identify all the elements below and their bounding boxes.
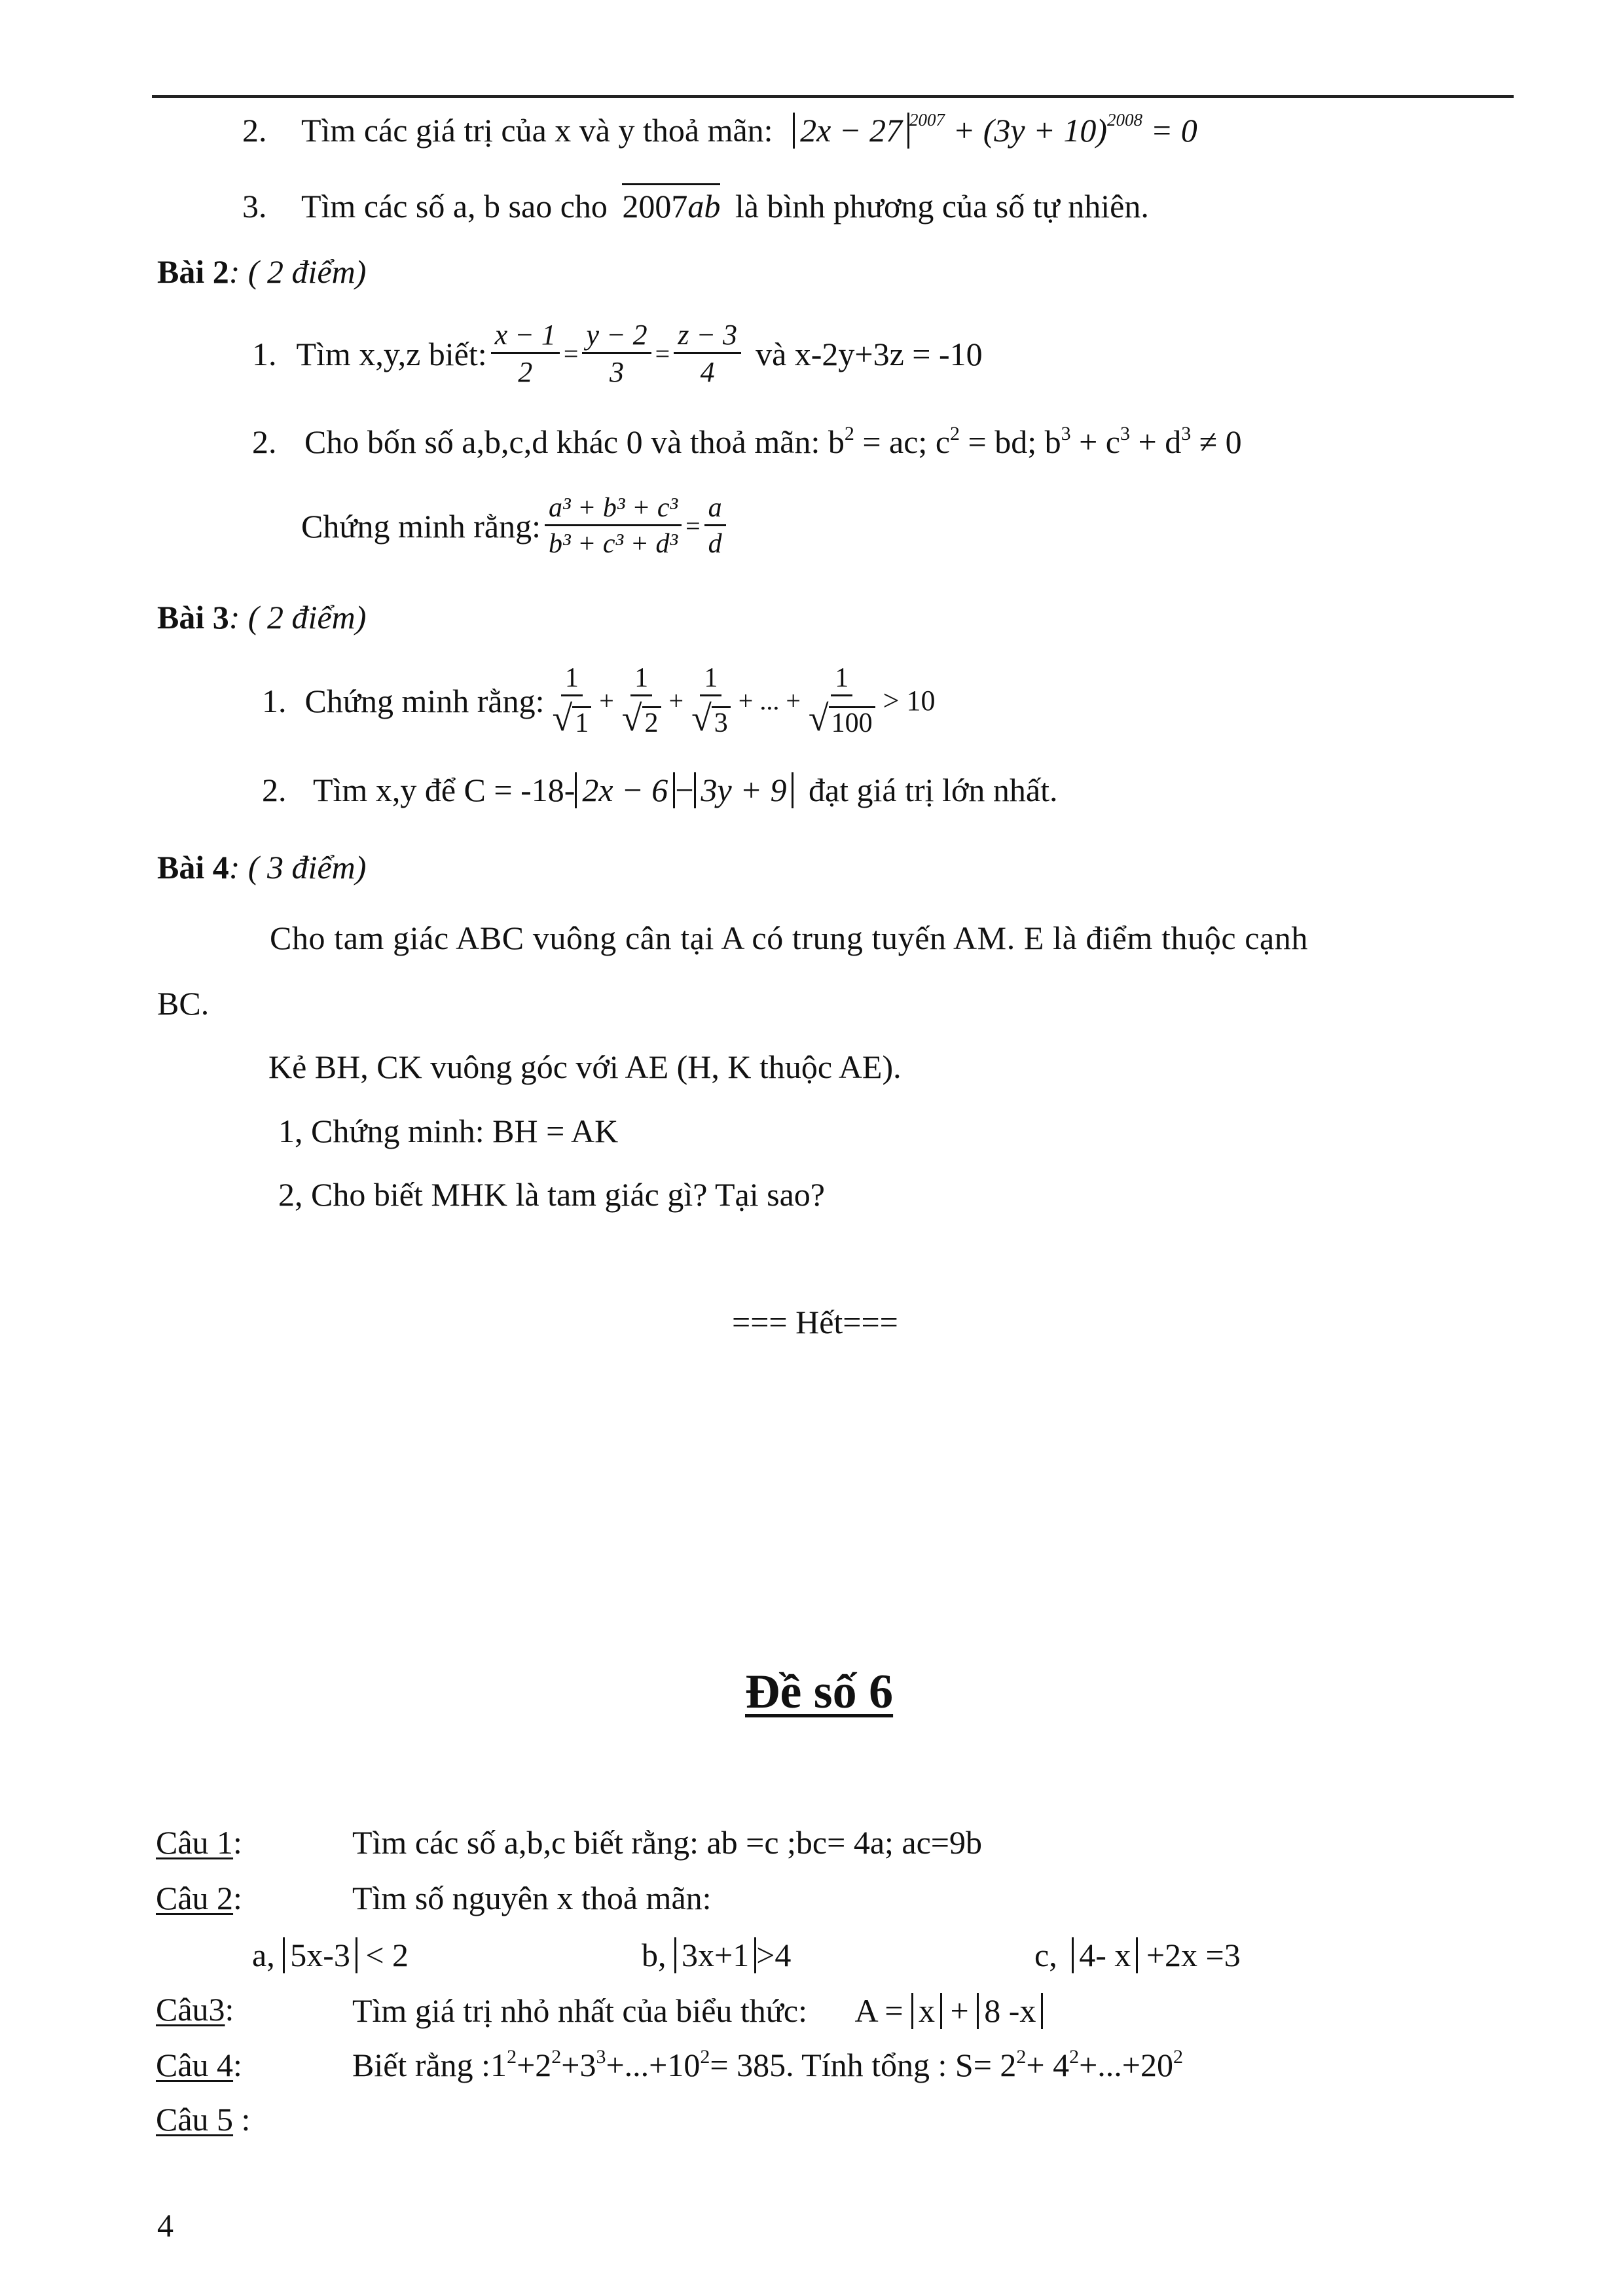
- item-text: Tìm các số a, b sao cho: [301, 188, 608, 224]
- exponent: 2008: [1106, 110, 1142, 130]
- colon: :: [225, 1991, 234, 2028]
- fraction: [618, 664, 665, 737]
- text: = ac; c: [854, 423, 951, 460]
- bai4-line3: 1, Chứng minh: BH = AK: [278, 1113, 619, 1149]
- item-text: Chứng minh rằng:: [304, 682, 545, 719]
- exponent: 3: [1120, 423, 1130, 444]
- fraction: [548, 664, 595, 737]
- denominator: 2: [518, 356, 533, 388]
- text: + d: [1130, 423, 1182, 460]
- item-number: 2.: [262, 772, 287, 808]
- item-text: Tìm x,y,z biết:: [296, 335, 487, 372]
- bai3-q1: [262, 664, 935, 737]
- bai4-heading: [157, 851, 366, 884]
- item-text: Tìm x,y để C = -18-: [313, 772, 575, 808]
- bai2-heading: [157, 255, 366, 288]
- text: = bd; b: [960, 423, 1061, 460]
- exponent: 2: [551, 2046, 562, 2068]
- text: +2: [517, 2047, 552, 2083]
- abs-content: 5x-3: [290, 1937, 350, 1973]
- colon: :: [233, 1824, 242, 1861]
- cau-4-text: [352, 2046, 1184, 2083]
- question-label: Câu 1: [156, 1824, 234, 1861]
- fraction: [687, 664, 735, 737]
- exponent: 3: [1181, 423, 1192, 444]
- item-text: Tìm các giá trị của x và y thoả mãn:: [301, 112, 773, 149]
- section-title: Đề số 6: [745, 1665, 894, 1719]
- term: + (3y + 10): [953, 112, 1107, 149]
- denominator: 4: [700, 356, 715, 388]
- abs-content: 3x+1: [682, 1937, 750, 1973]
- bai3-q2: [262, 772, 1057, 808]
- sqrt: √ 2: [622, 700, 661, 737]
- denominator: d: [708, 529, 722, 559]
- numerator: a³ + b³ + c³: [545, 494, 682, 526]
- bai4-line1b: BC.: [157, 985, 210, 1022]
- plus: +: [668, 685, 684, 715]
- fraction: [491, 321, 560, 387]
- overlined-number: [622, 183, 720, 224]
- exponent: 3: [1061, 423, 1071, 444]
- item-number: 2.: [252, 423, 277, 460]
- abs-content: 4- x: [1079, 1937, 1131, 1973]
- question-label: Câu 2: [156, 1880, 234, 1916]
- abs-expression: [793, 113, 909, 149]
- fraction: [582, 321, 651, 387]
- numerator: a: [704, 494, 726, 526]
- question-text: Tìm giá trị nhỏ nhất của biểu thức:: [352, 1992, 807, 2029]
- digits-var: ab: [687, 188, 721, 224]
- option-label: b,: [642, 1937, 666, 1973]
- colon: :: [233, 2047, 242, 2083]
- radicand: 3: [712, 706, 731, 737]
- equals: =: [685, 511, 701, 541]
- text: +...+10: [606, 2047, 701, 2083]
- exponent: 2: [700, 2046, 710, 2068]
- cau-3-text: [352, 1993, 1043, 2029]
- exponent: 2: [950, 423, 960, 444]
- numerator: 1: [831, 664, 852, 696]
- inequality: > 10: [883, 684, 936, 717]
- cau-2-c: [1034, 1937, 1241, 1973]
- item-2: [242, 110, 1197, 149]
- header-rule: [152, 95, 1514, 98]
- fraction: [674, 321, 741, 387]
- page-number: 4: [157, 2207, 173, 2244]
- inequality: >4: [756, 1937, 792, 1973]
- text: Biết rằng :1: [352, 2047, 507, 2083]
- sqrt: √ 1: [552, 700, 591, 737]
- item-number: 1.: [262, 682, 287, 719]
- option-label: a,: [252, 1937, 275, 1973]
- abs-content: x: [919, 1992, 936, 2029]
- bai4-line1: Cho tam giác ABC vuông cân tại A có trung tuyến AM. E là điểm thuộc cạnh: [270, 920, 1308, 956]
- sqrt: √ 100: [809, 700, 875, 737]
- radicand: 100: [829, 706, 875, 737]
- equals: =: [563, 338, 579, 368]
- abs-content: 8 -x: [984, 1992, 1036, 2029]
- abs-expression: [283, 1937, 357, 1973]
- fraction: [704, 494, 726, 558]
- equation: +2x =3: [1146, 1937, 1241, 1973]
- item-text: Chứng minh rằng:: [301, 507, 541, 545]
- heading-label: Bài 4: [157, 849, 229, 886]
- exponent: 2: [1173, 2046, 1184, 2068]
- bai2-q2: [252, 425, 1242, 458]
- fraction: [805, 664, 879, 737]
- equals: = 0: [1150, 112, 1197, 149]
- exponent: 2007: [909, 110, 945, 130]
- equals: =: [655, 338, 670, 368]
- points: : ( 2 điểm): [228, 253, 367, 290]
- bai2-q1: [252, 321, 983, 387]
- numerator: 1: [700, 664, 721, 696]
- bai2-proof: [301, 494, 730, 558]
- ellipsis: + ... +: [738, 685, 801, 715]
- abs-content: 2x − 6: [582, 772, 668, 808]
- text: = 385. Tính tổng : S= 2: [710, 2047, 1017, 2083]
- abs-expression: [694, 772, 794, 808]
- text: + 4: [1026, 2047, 1070, 2083]
- cau-3: [156, 1993, 234, 2026]
- cau-2: [156, 1882, 242, 1914]
- bai3-heading: [157, 601, 366, 634]
- digits: 2007: [622, 188, 688, 224]
- cau-4: [156, 2049, 242, 2081]
- denominator: b³ + c³ + d³: [548, 529, 678, 559]
- bai4-line4: 2, Cho biết MHK là tam giác gì? Tại sao?: [278, 1176, 825, 1213]
- cau-1-text: Tìm các số a,b,c biết rằng: ab =c ;bc= 4a; ac=9b: [352, 1824, 982, 1861]
- radicand: 2: [642, 706, 661, 737]
- plus: +: [599, 685, 614, 715]
- option-label: c,: [1034, 1937, 1057, 1973]
- abs-expression: [575, 772, 675, 808]
- radicand: 1: [572, 706, 591, 737]
- abs-content: 3y + 9: [701, 772, 787, 808]
- fraction: [545, 494, 682, 558]
- numerator: 1: [630, 664, 652, 696]
- exponent: 2: [1016, 2046, 1027, 2068]
- text: +3: [561, 2047, 596, 2083]
- exponent: 2: [844, 423, 854, 444]
- bai4-line2: Kẻ BH, CK vuông góc với AE (H, K thuộc AE).: [268, 1049, 902, 1085]
- cau-2-b: [642, 1937, 791, 1973]
- numerator: y − 2: [582, 321, 651, 354]
- exponent: 3: [596, 2046, 606, 2068]
- item-number: 3.: [242, 188, 267, 224]
- question-label: Câu3: [156, 1991, 225, 2028]
- numerator: x − 1: [491, 321, 560, 354]
- end-marker: === Hết===: [732, 1304, 898, 1340]
- abs-expression: [1072, 1937, 1138, 1973]
- question-label: Câu 4: [156, 2047, 234, 2083]
- text: + c: [1070, 423, 1120, 460]
- inequality: < 2: [365, 1937, 409, 1973]
- numerator: 1: [561, 664, 583, 696]
- cau-2-a: [252, 1937, 409, 1973]
- denominator: 3: [610, 356, 625, 388]
- minus: −: [675, 772, 694, 808]
- expression-lhs: A =: [854, 1992, 903, 2029]
- abs-expression: [911, 1993, 942, 2029]
- text: Cho bốn số a,b,c,d khác 0 và thoả mãn: b: [304, 423, 845, 460]
- item-text: là bình phương của số tự nhiên.: [735, 188, 1149, 224]
- item-number: 2.: [242, 112, 267, 149]
- abs-content: 2x − 27: [800, 112, 902, 149]
- points: : ( 3 điểm): [228, 849, 367, 886]
- item-text: và x-2y+3z = -10: [756, 335, 983, 372]
- plus: +: [950, 1992, 969, 2029]
- exponent: 2: [507, 2046, 517, 2068]
- heading-label: Bài 2: [157, 253, 229, 290]
- points: : ( 2 điểm): [228, 599, 367, 636]
- cau-2-text: Tìm số nguyên x thoả mãn:: [352, 1880, 712, 1916]
- item-3: [242, 190, 1149, 223]
- question-label: Câu 5: [156, 2101, 234, 2138]
- sqrt: √ 3: [691, 700, 731, 737]
- numerator: z − 3: [674, 321, 741, 354]
- item-number: 1.: [252, 335, 277, 372]
- abs-expression: [674, 1937, 756, 1973]
- abs-expression: [977, 1993, 1043, 2029]
- heading-label: Bài 3: [157, 599, 229, 636]
- cau-5: [156, 2103, 250, 2136]
- text: +...+20: [1079, 2047, 1174, 2083]
- text: ≠ 0: [1191, 423, 1242, 460]
- colon: :: [233, 2101, 251, 2138]
- colon: :: [233, 1880, 242, 1916]
- item-text: đạt giá trị lớn nhất.: [808, 772, 1058, 808]
- cau-1: [156, 1826, 242, 1859]
- exponent: 2: [1069, 2046, 1080, 2068]
